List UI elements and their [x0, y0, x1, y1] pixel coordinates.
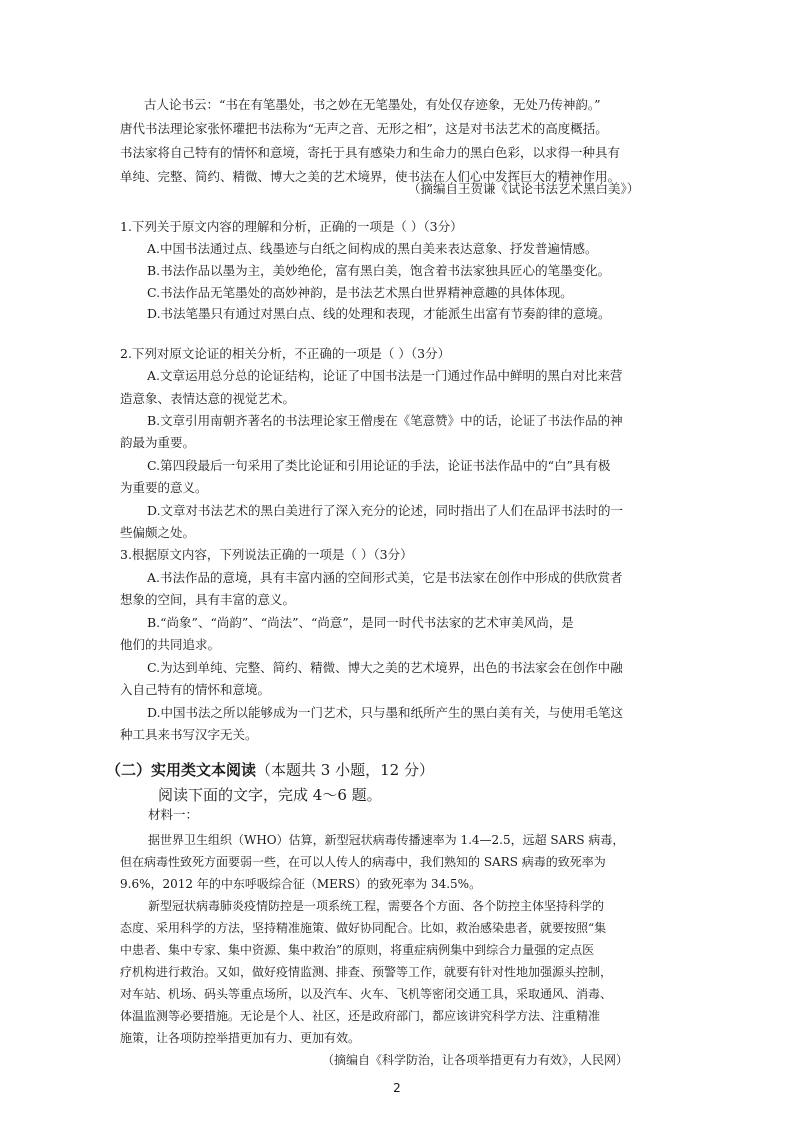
q2-line-1: A.文章运用总分总的论证结构，论证了中国书法是一门通过作品中鲜明的黑白对比来营	[147, 368, 623, 383]
material-p1-line-3: 9.6%，2012 年的中东呼吸综合征（MERS）的致死率为 34.5%。	[120, 877, 482, 891]
q2-line-6: 为重要的意义。	[120, 480, 208, 495]
q3-line-3: B.“尚象”、“尚韵”、“尚法”、“尚意”，是同一时代书法家的艺术审美风尚，是	[147, 615, 574, 630]
q2-line-2: 造意象、表情达意的视觉艺术。	[120, 391, 296, 406]
material-p2-line-1: 新型冠状病毒肺炎疫情防控是一项系统工程，需要各个方面、各个防控主体坚持科学的	[148, 899, 605, 913]
q1-option-b: B.书法作品以墨为主，美妙绝伦，富有黑白美，饱含着书法家独具匠心的笔墨变化。	[147, 263, 611, 278]
q1-option-a: A.中国书法通过点、线墨迹与白纸之间构成的黑白美来表达意象、抒发普遍情感。	[147, 241, 598, 256]
q3-line-8: 种工具来书写汉字无关。	[120, 727, 258, 742]
q1-option-c: C.书法作品无笔墨处的高妙神韵，是书法艺术黑白世界精神意趣的具体体现。	[147, 285, 573, 300]
q3-line-7: D.中国书法之所以能够成为一门艺术，只与墨和纸所产生的黑白美有关，与使用毛笔这	[147, 705, 624, 720]
q3-line-6: 入自己特有的情怀和意境。	[120, 682, 271, 697]
q1-option-d: D.书法笔墨只有通过对黑白点、线的处理和表现，才能派生出富有节奏韵律的意境。	[147, 306, 611, 321]
material-source: （摘编自《科学防治，让各项举措更有力有效》，人民网）	[322, 1053, 629, 1067]
section-heading-bold: （二）实用类文本阅读	[106, 761, 257, 779]
q2-line-5: C.第四段最后一句采用了类比论证和引用论证的手法，论证书法作品中的“白”具有极	[147, 458, 611, 473]
intro-line-1: 古人论书云：“书在有笔墨处，书之妙在无笔墨处，有处仅存迹象，无处乃传神韵。”	[144, 97, 601, 112]
section-heading-rest: （本题共 3 小题，12 分）	[256, 761, 434, 779]
q2-line-4: 韵最为重要。	[120, 435, 196, 450]
material-label: 材料一：	[148, 807, 199, 822]
material-p2-line-4: 疗机构进行救治。又如，做好疫情监测、排查、预警等工作，就要有针对性地加强源头控制，	[120, 965, 613, 979]
q3-line-4: 他们的共同追求。	[120, 637, 221, 652]
page-number: 2	[393, 1081, 401, 1095]
material-p2-line-2: 态度、采用科学的方法，坚持精准施策、做好协同配合。比如，救治感染患者，就要按照“集	[120, 921, 607, 935]
section-heading	[106, 760, 434, 780]
intro-line-4: 单纯、完整、简约、精微、博大之美的艺术境界，使书法在人们心中发挥巨大的精神作用。	[120, 169, 621, 184]
intro-line-3: 书法家将自己特有的情怀和意境，寄托于具有感染力和生命力的黑白色彩，以求得一种具有	[120, 145, 621, 160]
material-p2-line-6: 体温监测等必要措施。无论是个人、社区，还是政府部门，都应该讲究科学方法、注重精准	[120, 1009, 601, 1023]
q2-line-8: 些偏颇之处。	[120, 525, 196, 540]
q3-line-1: A.书法作品的意境，具有丰富内涵的空间形式美，它是书法家在创作中形成的供欣赏者	[147, 570, 623, 585]
intro-source: （摘编自王贺谦《试论书法艺术黑白美》）	[408, 181, 640, 196]
section-instruction: 阅读下面的文字，完成 4～6 题。	[158, 786, 382, 804]
material-p1-line-2: 但在病毒性致死方面要弱一些，在可以人传人的病毒中，我们熟知的 SARS 病毒的致死率为	[120, 855, 606, 869]
q3-line-2: 想象的空间，具有丰富的意义。	[120, 592, 296, 607]
material-p2-line-7: 施策，让各项防控举措更加有力、更加有效。	[120, 1031, 361, 1045]
q2-stem: 2.下列对原文论证的相关分析，不正确的一项是（ ）（3分）	[120, 346, 451, 361]
q3-stem: 3.根据原文内容，下列说法正确的一项是（ ）（3分）	[120, 547, 413, 562]
material-p2-line-3: 中患者、集中专家、集中资源、集中救治”的原则，将重症病例集中到综合力量强的定点医	[120, 943, 595, 957]
q3-line-5: C.为达到单纯、完整、简约、精微、博大之美的艺术境界，出色的书法家会在创作中融	[147, 660, 623, 675]
q1-stem: 1.下列关于原文内容的理解和分析，正确的一项是（ ）（3分）	[120, 219, 463, 234]
intro-line-2: 唐代书法理论家张怀瓘把书法称为“无声之音、无形之相”，这是对书法艺术的高度概括。	[120, 121, 608, 136]
material-p1-line-1: 据世界卫生组织（WHO）估算，新型冠状病毒传播速率为 1.4—2.5，远超 SARS 病毒，	[148, 833, 625, 847]
q2-line-3: B.文章引用南朝齐著名的书法理论家王僧虔在《笔意赞》中的话，论证了书法作品的神	[147, 413, 623, 428]
material-p2-line-5: 对车站、机场、码头等重点场所，以及汽车、火车、飞机等密闭交通工具，采取通风、消毒、	[120, 987, 613, 1001]
q2-line-7: D.文章对书法艺术的黑白美进行了深入充分的论述，同时指出了人们在品评书法时的一	[147, 503, 624, 518]
